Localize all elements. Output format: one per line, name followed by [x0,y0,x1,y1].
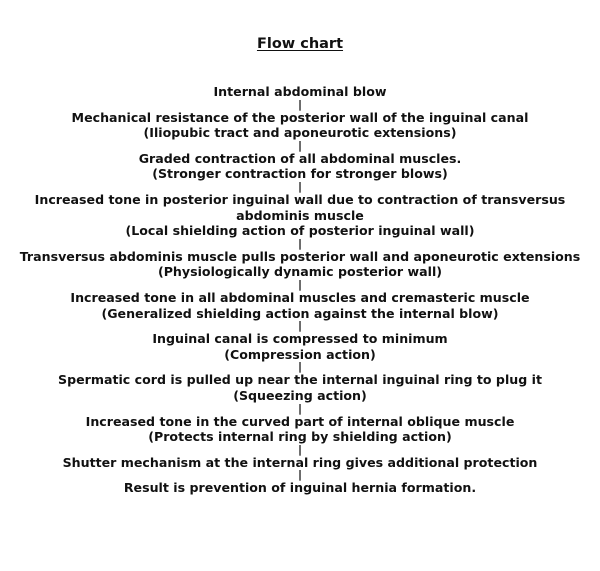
step-subtext: (Protects internal ring by shielding action) [148,429,452,445]
step-text: Internal abdominal blow [213,84,387,99]
connector-line: | [297,468,303,482]
connector-line: | [297,236,303,250]
flow-step [0,249,600,280]
step-text: Spermatic cord is pulled up near the internal inguinal ring to plug it [58,372,542,388]
step-subtext: (Generalized shielding action against the internal blow) [101,305,499,321]
step-text: Transversus abdominis muscle pulls posterior wall and aponeurotic extensions [19,248,581,264]
flow-step [0,331,600,362]
step-text-continued: abdominis muscle [236,207,364,223]
flow-step [0,414,600,445]
step-subtext: (Physiologically dynamic posterior wall) [157,264,443,280]
connector-line: | [297,401,303,415]
flow-step [0,290,600,321]
connector-line: | [297,138,303,152]
step-subtext: (Local shielding action of posterior inguinal wall) [125,223,475,239]
step-text: Increased tone in posterior inguinal wall due to contraction of transversus [34,191,566,207]
connector-line: | [297,277,303,291]
flow-step-result [0,480,600,496]
step-subtext: (Iliopubic tract and aponeurotic extensions) [143,125,457,141]
connector-line: | [297,319,303,333]
flow-step [0,372,600,403]
step-text: Mechanical resistance of the posterior wall of the inguinal canal [71,109,529,125]
result-text: Result is prevention of inguinal hernia formation. [123,480,477,496]
step-subtext: (Stronger contraction for stronger blows) [152,166,448,182]
step-text: Inguinal canal is compressed to minimum [152,331,448,347]
connector-line: | [297,97,303,111]
step-subtext: (Squeezing action) [233,387,367,403]
step-text: Increased tone in all abdominal muscles and cremasteric muscle [70,289,530,305]
step-text: Shutter mechanism at the internal ring gives additional protection [62,454,538,470]
flow-step [0,151,600,182]
step-subtext: (Compression action) [224,346,376,362]
connector-line: | [297,442,303,456]
flow-chart-title: Flow chart [256,36,344,52]
flow-step [0,192,600,239]
flow-chart [0,84,600,496]
connector-line: | [297,360,303,374]
flow-step [0,110,600,141]
step-text: Graded contraction of all abdominal muscles. [138,150,462,166]
connector-line: | [297,179,303,193]
step-text: Increased tone in the curved part of internal oblique muscle [85,413,515,429]
